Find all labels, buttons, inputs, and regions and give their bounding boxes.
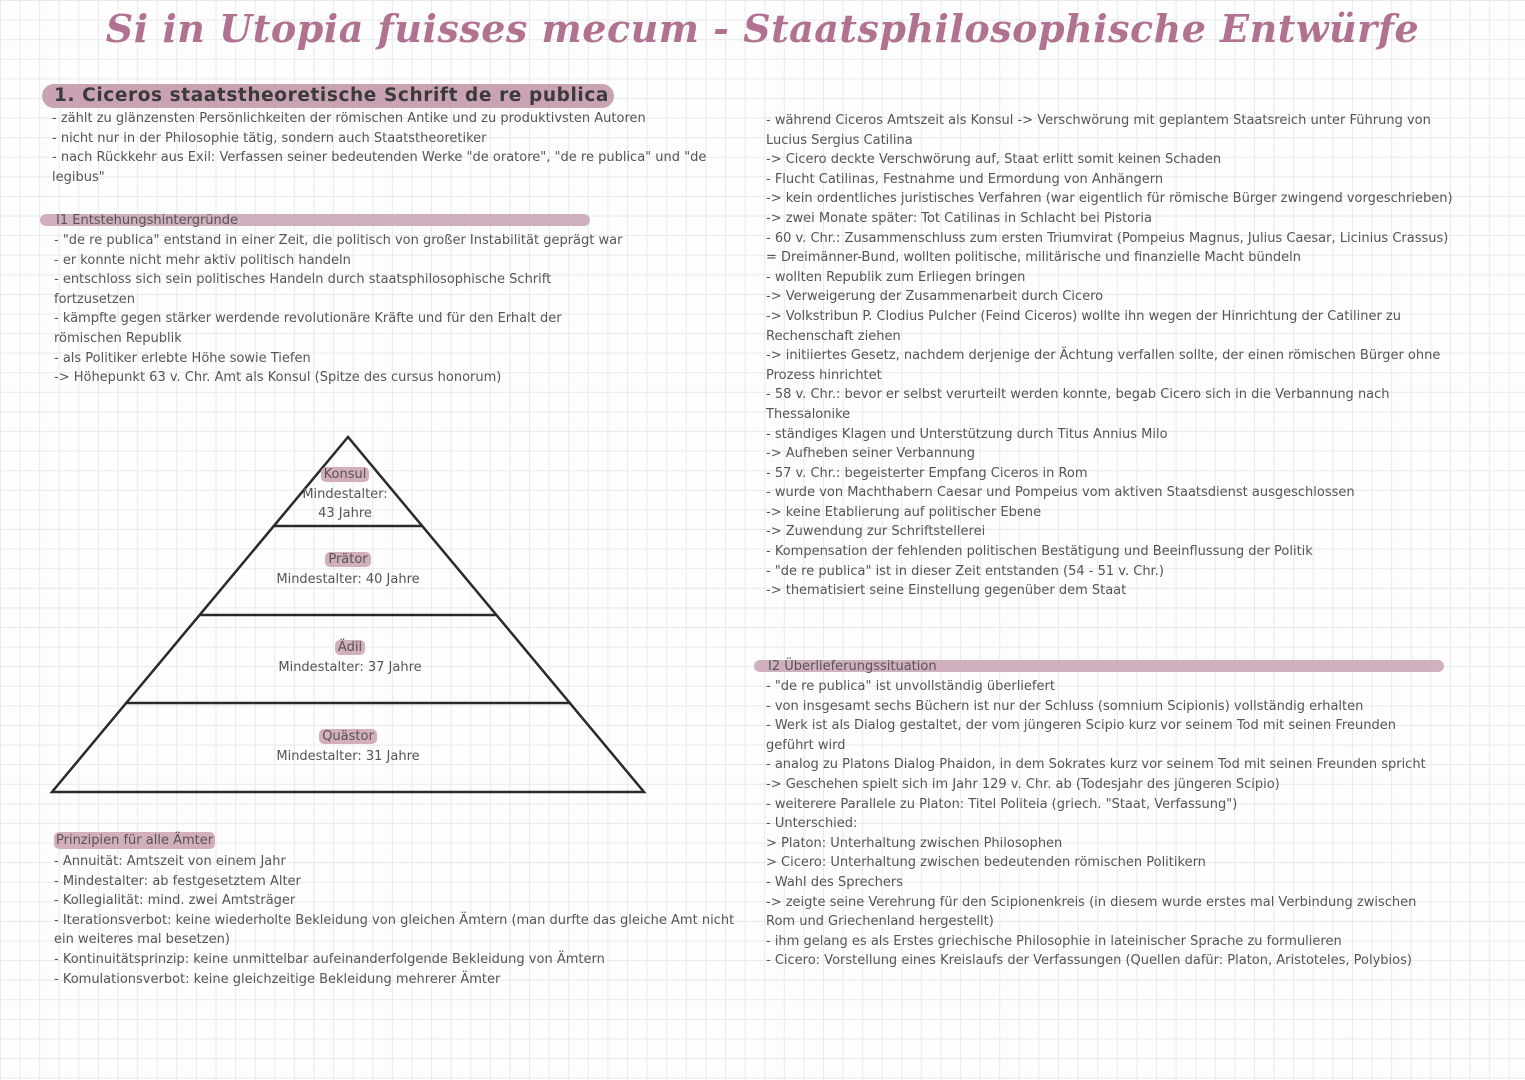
age-label: Mindestalter: 37 Jahre bbox=[278, 659, 422, 675]
list-item: - Werk ist als Dialog gestaltet, der vom jüngeren Scipio kurz vor seinem Tod mit seinen Freunden bbox=[766, 718, 1396, 734]
section-heading-1: 1. Ciceros staatstheoretische Schrift de re publica bbox=[42, 84, 614, 108]
list-item: -> Cicero deckte Verschwörung auf, Staat erlitt somit keinen Schaden bbox=[766, 152, 1222, 168]
list-item: - "de re publica" ist unvollständig überliefert bbox=[766, 679, 1055, 694]
list-item: - ständiges Klagen und Unterstützung durch Titus Annius Milo bbox=[766, 426, 1168, 442]
list-item: Thessalonike bbox=[766, 406, 851, 422]
list-item: - Komulationsverbot: keine gleichzeitige Bekleidung mehrerer Ämter bbox=[54, 971, 501, 987]
pyramid-level-aedil bbox=[250, 638, 450, 677]
list-item: - von insgesamt sechs Büchern ist nur der Schluss (somnium Scipionis) vollständig erhalten bbox=[766, 698, 1364, 714]
list-item: - 57 v. Chr.: begeisterter Empfang Ciceros in Rom bbox=[766, 465, 1088, 481]
list-item: - Kompensation der fehlenden politischen Bestätigung und Beeinflussung der Politik bbox=[766, 544, 1313, 560]
list-item: -> zeigte seine Verehrung für den Scipionenkreis (in diesem wurde erstes mal Verbindung zwischen bbox=[766, 894, 1417, 910]
office-label: Konsul bbox=[321, 467, 370, 482]
list-item: - Unterschied: bbox=[766, 816, 858, 832]
list-item: - während Ciceros Amtszeit als Konsul -> Verschwörung mit geplantem Staatsreich unter Führung von bbox=[766, 113, 1431, 128]
list-item: -> Aufheben seiner Verbannung bbox=[766, 446, 976, 462]
list-item: Lucius Sergius Catilina bbox=[766, 132, 913, 148]
list-item: geführt wird bbox=[766, 737, 846, 753]
principles-list bbox=[54, 852, 734, 989]
list-item: - wurde von Machthabern Caesar und Pompeius vom aktiven Staatsdienst ausgeschlossen bbox=[766, 485, 1355, 501]
list-item: - analog zu Platons Dialog Phaidon, in dem Sokrates kurz vor seinem Tod mit seinen Freunden spricht bbox=[766, 757, 1426, 773]
list-item: - entschloss sich sein politisches Handeln durch staatsphilosophische Schrift bbox=[54, 272, 552, 288]
list-item: -> Volkstribun P. Clodius Pulcher (Feind Ciceros) wollte ihn wegen der Hinrichtung der Catiliner zu bbox=[766, 308, 1401, 324]
list-item: fortzusetzen bbox=[54, 291, 135, 307]
list-item: ein weiteres mal besetzen) bbox=[54, 932, 230, 948]
age-label: Mindestalter: 40 Jahre bbox=[276, 571, 420, 587]
list-item: -> Höhepunkt 63 v. Chr. Amt als Konsul (Spitze des cursus honorum) bbox=[54, 370, 502, 386]
list-item: - Wahl des Sprechers bbox=[766, 874, 904, 890]
list-item: - als Politiker erlebte Höhe sowie Tiefen bbox=[54, 350, 311, 366]
list-item: -> keine Etablierung auf politischer Ebene bbox=[766, 504, 1042, 520]
list-item: -> Zuwendung zur Schriftstellerei bbox=[766, 524, 986, 540]
list-item: - ihm gelang es als Erstes griechische Philosophie in lateinischer Sprache zu formulieren bbox=[766, 933, 1342, 949]
section-heading-i2: I2 Überlieferungssituation bbox=[768, 659, 937, 674]
list-item: - 60 v. Chr.: Zusammenschluss zum ersten Triumvirat (Pompeius Magnus, Julius Caesar, Licinius Crassus) bbox=[766, 230, 1449, 246]
list-item: - wollten Republik zum Erliegen bringen bbox=[766, 269, 1026, 285]
section-heading-i1: I1 Entstehungshintergründe bbox=[56, 213, 239, 228]
list-item: - Cicero: Vorstellung eines Kreislaufs der Verfassungen (Quellen dafür: Platon, Aristoteles, Polybios) bbox=[766, 953, 1412, 969]
list-item: - 58 v. Chr.: bevor er selbst verurteilt werden konnte, begab Cicero sich in die Verbannung nach bbox=[766, 387, 1390, 403]
page-title: Si in Utopia fuisses mecum - Staatsphilosophische Entwürfe bbox=[105, 6, 1420, 51]
list-item: -> Geschehen spielt sich im Jahr 129 v. Chr. ab (Todesjahr des jüngeren Scipio) bbox=[766, 776, 1280, 792]
list-item: > Cicero: Unterhaltung zwischen bedeutenden römischen Politikern bbox=[766, 855, 1206, 871]
list-item: - Kollegialität: mind. zwei Amtsträger bbox=[54, 893, 296, 909]
list-item: - Annuität: Amtszeit von einem Jahr bbox=[54, 854, 286, 869]
list-item: -> kein ordentliches juristisches Verfahren (war eigentlich für römische Bürger zwingend vorgeschrieben) bbox=[766, 191, 1453, 207]
list-item: - Flucht Catilinas, Festnahme und Ermordung von Anhängern bbox=[766, 171, 1164, 187]
pyramid-level-praetor bbox=[248, 550, 448, 589]
list-item: - "de re publica" entstand in einer Zeit, die politisch von großer Instabilität geprägt war bbox=[54, 233, 623, 248]
list-item: - er konnte nicht mehr aktiv politisch handeln bbox=[54, 252, 351, 268]
office-label: Prätor bbox=[325, 552, 370, 567]
list-item: - weiterere Parallele zu Platon: Titel Politeia (griech. "Staat, Verfassung") bbox=[766, 796, 1238, 812]
list-item: - Mindestalter: ab festgesetztem Alter bbox=[54, 873, 301, 889]
right-history-list bbox=[766, 111, 1453, 601]
list-item: - "de re publica" ist in dieser Zeit entstanden (54 - 51 v. Chr.) bbox=[766, 563, 1164, 579]
list-item: - nach Rückkehr aus Exil: Verfassen seiner bedeutenden Werke "de oratore", "de re publica" und "de bbox=[52, 150, 707, 166]
list-item: = Dreimänner-Bund, wollten politische, militärische und finanzielle Macht bündeln bbox=[766, 250, 1302, 266]
list-item: > Platon: Unterhaltung zwischen Philosophen bbox=[766, 835, 1063, 851]
list-item: -> initiiertes Gesetz, nachdem derjenige der Ächtung verfallen sollte, der einen römischen Bürger ohne bbox=[766, 348, 1441, 364]
cursus-honorum-pyramid bbox=[0, 0, 700, 800]
list-item: -> Verweigerung der Zusammenarbeit durch Cicero bbox=[766, 289, 1104, 305]
list-item: - Kontinuitätsprinzip: keine unmittelbar aufeinanderfolgende Bekleidung von Ämtern bbox=[54, 951, 605, 967]
list-item: - zählt zu glänzensten Persönlichkeiten der römischen Antike und zu produktivsten Autoren bbox=[52, 111, 646, 126]
list-item: legibus" bbox=[52, 169, 105, 185]
list-item: Prozess hinrichtet bbox=[766, 367, 882, 383]
age-label: Mindestalter: 31 Jahre bbox=[276, 748, 420, 764]
office-label: Ädil bbox=[335, 640, 365, 655]
list-item: Rom und Griechenland hergestellt) bbox=[766, 914, 994, 930]
age-label: 43 Jahre bbox=[318, 506, 372, 521]
i2-list bbox=[766, 677, 1426, 971]
pyramid-level-quaestor bbox=[248, 727, 448, 766]
list-item: -> zwei Monate später: Tot Catilinas in Schlacht bei Pistoria bbox=[766, 210, 1152, 226]
pyramid-level-konsul bbox=[270, 465, 420, 524]
age-label: Mindestalter: bbox=[302, 486, 388, 502]
list-item: - kämpfte gegen stärker werdende revolutionäre Kräfte und für den Erhalt der bbox=[54, 311, 562, 327]
list-item: Rechenschaft ziehen bbox=[766, 328, 901, 344]
list-item: - Iterationsverbot: keine wiederholte Bekleidung von gleichen Ämtern (man durfte das gleiche Amt nicht bbox=[54, 912, 735, 928]
list-item: römischen Republik bbox=[54, 330, 182, 346]
principles-title: Prinzipien für alle Ämter bbox=[56, 833, 214, 848]
list-item: -> thematisiert seine Einstellung gegenüber dem Staat bbox=[766, 583, 1127, 599]
office-label: Quästor bbox=[319, 729, 377, 744]
list-item: - nicht nur in der Philosophie tätig, sondern auch Staatstheoretiker bbox=[52, 130, 487, 146]
